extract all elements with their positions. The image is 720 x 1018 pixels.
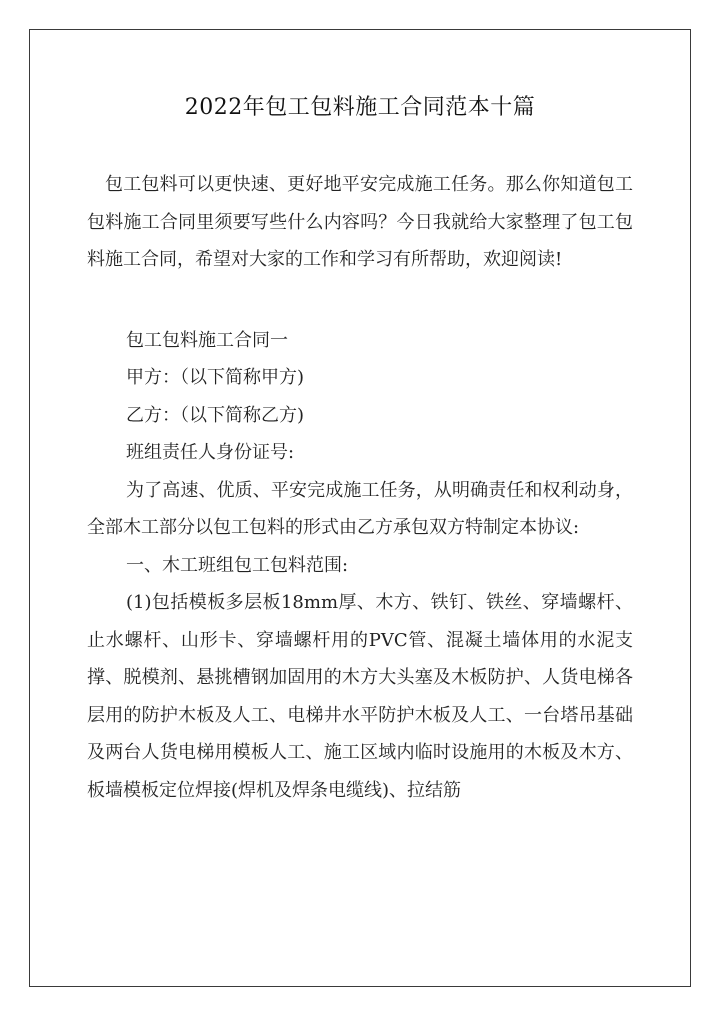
party-a-line: 甲方：（以下简称甲方) (126, 367, 305, 388)
section-heading: 包工包料施工合同一 (126, 329, 288, 351)
document-title: 2022年包工包料施工合同范本十篇 (184, 95, 536, 120)
document-body (87, 166, 633, 809)
scope-heading: 一、木工班组包工包料范围: (126, 554, 349, 576)
id-number-line: 班组责任人身份证号: (126, 442, 295, 463)
paragraph-gap (87, 279, 633, 322)
intro-paragraph: 包工包料可以更快速、更好地平安完成施工任务。那么你知道包工包料施工合同里须要写些什么内容吗？今日我就给大家整理了包工包料施工合同，希望对大家的工作和学习有所帮助，欢迎阅读! (87, 174, 633, 270)
scope-item-1: (1)包括模板多层板18mm厚、木方、铁钉、铁丝、穿墙螺杆、止水螺杆、山形卡、穿墙螺杆用的PVC管、混凝土墙体用的水泥支撑、脱模剂、悬挑槽钢加固用的木方大头塞及木板防护、人货电梯各层用的防护木板及人工、电梯井水平防护木板及人工、一台塔吊基础及两台人货电梯用模板人工、施工区域内临时设施用的木板及木方、板墙模板定位焊接(焊机及焊条电缆线)、拉结筋 (87, 592, 633, 801)
purpose-paragraph: 为了高速、优质、平安完成施工任务，从明确责任和权利动身，全部木工部分以包工包料的形式由乙方承包双方特制定本协议: (87, 479, 633, 538)
party-b-line: 乙方：（以下简称乙方) (126, 404, 305, 426)
